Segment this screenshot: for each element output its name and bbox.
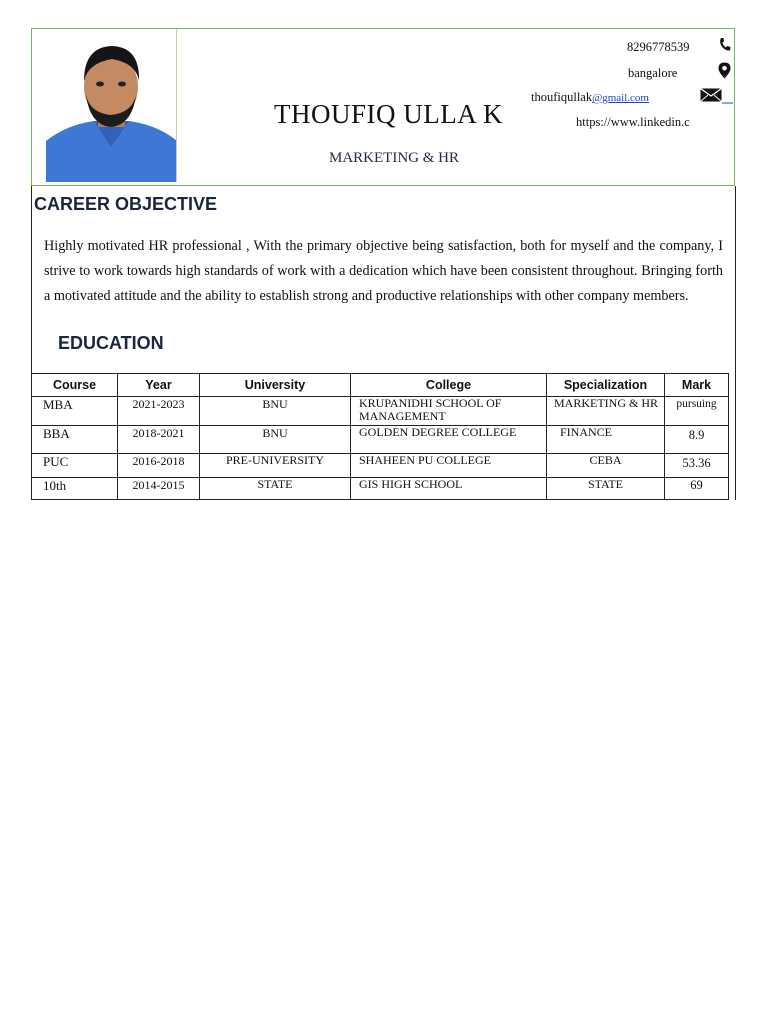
cell-university: BNU — [200, 397, 351, 426]
phone-number: 8296778539 — [627, 40, 690, 54]
cell-course: BBA — [32, 426, 118, 454]
location-text: bangalore — [628, 66, 678, 80]
candidate-role: MARKETING & HR — [329, 150, 459, 166]
location-pin-icon — [718, 62, 731, 84]
cell-college: GOLDEN DEGREE COLLEGE — [351, 426, 547, 454]
column-header-year: Year — [118, 374, 200, 397]
table-header-row — [32, 374, 729, 397]
cell-specialization: FINANCE — [547, 426, 665, 454]
profile-photo — [46, 29, 177, 182]
cell-specialization: MARKETING & HR — [547, 397, 665, 426]
career-objective-heading: CAREER OBJECTIVE — [34, 194, 218, 214]
table-row — [32, 426, 729, 454]
table-right-border — [735, 373, 736, 500]
phone-icon — [718, 37, 731, 57]
email-domain[interactable]: @gmail.com — [592, 92, 649, 104]
cell-year: 2018-2021 — [118, 426, 200, 454]
cell-university: PRE-UNIVERSITY — [200, 454, 351, 478]
cell-university: STATE — [200, 478, 351, 500]
cell-year: 2021-2023 — [118, 397, 200, 426]
cell-year: 2016-2018 — [118, 454, 200, 478]
column-header-mark: Mark — [665, 374, 729, 397]
cell-specialization: CEBA — [547, 454, 665, 478]
column-header-specialization: Specialization — [547, 374, 665, 397]
cell-year: 2014-2015 — [118, 478, 200, 500]
cell-mark: 8.9 — [665, 426, 729, 454]
profile-photo-illustration — [46, 29, 177, 182]
cell-college: GIS HIGH SCHOOL — [351, 478, 547, 500]
cell-specialization: STATE — [547, 478, 665, 500]
career-objective-text: Highly motivated HR professional , With the primary objective being satisfaction, both for myself and the company, I strive to work towards high standards of work with a dedication which have been consistent throughout. Bringing forth a motivated attitude and the ability to establish strong and productive relationships with other company members. — [44, 238, 723, 304]
cell-mark: 69 — [665, 478, 729, 500]
education-heading: EDUCATION — [58, 333, 164, 353]
cell-college: SHAHEEN PU COLLEGE — [351, 454, 547, 478]
cell-course: MBA — [32, 397, 118, 426]
cell-college: KRUPANIDHI SCHOOL OF MANAGEMENT — [351, 397, 547, 426]
table-row — [32, 454, 729, 478]
column-header-college: College — [351, 374, 547, 397]
envelope-icon[interactable] — [700, 88, 733, 109]
cell-course: PUC — [32, 454, 118, 478]
cell-mark: 53.36 — [665, 454, 729, 478]
column-header-course: Course — [32, 374, 118, 397]
table-row — [32, 397, 729, 426]
email-address[interactable] — [531, 90, 649, 105]
column-header-university: University — [200, 374, 351, 397]
linkedin-url[interactable]: https://www.linkedin.c — [576, 115, 690, 129]
education-table — [31, 373, 729, 500]
cell-course: 10th — [32, 478, 118, 500]
candidate-name: THOUFIQ ULLA K — [274, 99, 503, 129]
email-prefix: thoufiqullak — [531, 90, 593, 104]
table-row — [32, 478, 729, 500]
cell-university: BNU — [200, 426, 351, 454]
cell-mark: pursuing — [665, 397, 729, 426]
resume-header — [31, 28, 735, 186]
